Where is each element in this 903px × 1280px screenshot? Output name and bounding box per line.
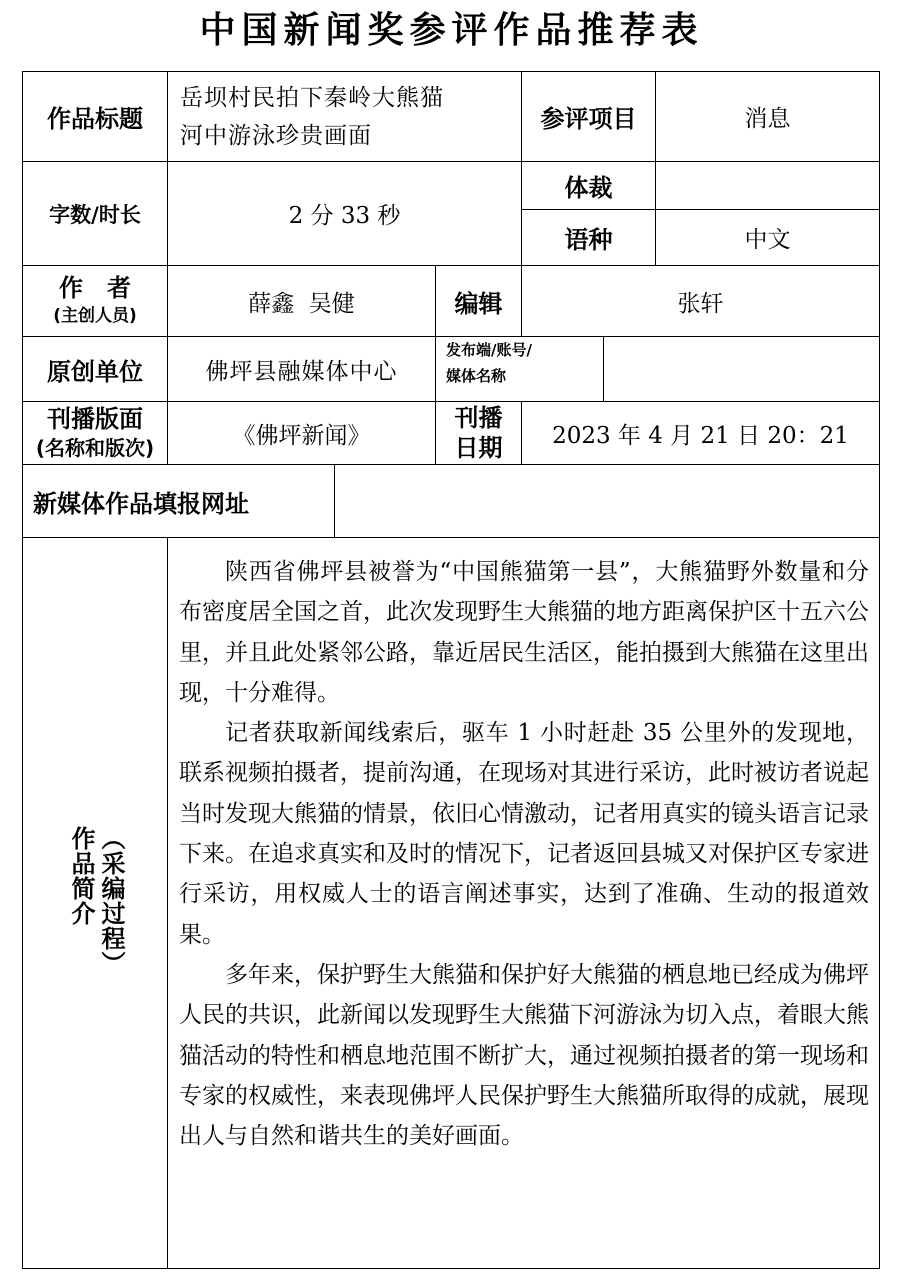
publish-label-line-1: 发布端/账号/ [446,341,532,359]
work-title-value [168,72,521,161]
editor-label: 编辑 [454,289,503,318]
publish-label-line-2: 媒体名称 [446,367,507,385]
unit-value: 佛坪县融媒体中心 [205,358,398,385]
length-value: 2 分 33 秒 [288,203,401,229]
unit-label: 原创单位 [47,357,143,386]
author-label-sub: (主创人员) [53,306,137,326]
language-value: 中文 [744,227,791,253]
publish-value [604,337,879,401]
intro-paragraph: 陕西省佛坪县被誉为“中国熊猫第一县”，大熊猫野外数量和分布密度居全国之首，此次发现野生大熊猫的地方距离保护区十五六公里，并且此处紧邻公路，靠近居民生活区，能拍摄到大熊猫在这里出现，十分难得。 [179,559,869,706]
editor-value: 张轩 [677,290,724,317]
category-value: 消息 [744,106,791,132]
language-label: 语种 [564,226,613,254]
page-title: 中国新闻奖参评作品推荐表 [199,9,704,51]
url-label: 新媒体作品填报网址 [33,489,249,518]
author-label [23,266,167,336]
work-title-label: 作品标题 [47,105,143,133]
date-label-line-1: 刊播 [454,404,503,432]
genre-label: 体裁 [564,174,613,202]
category-label: 参评项目 [540,105,637,133]
broadcast-value: 《佛坪新闻》 [232,422,371,449]
row-divider [22,537,880,538]
table-border-right [879,71,880,1269]
genre-value [656,162,879,209]
url-value [335,465,879,537]
author-label-main: 作 者 [59,274,131,302]
broadcast-label [23,402,167,464]
intro-label-col-1: 作品简介 [67,826,95,926]
intro-paragraph: 记者获取新闻线索后，驱车 1 小时赶赴 35 公里外的发现地，联系视频拍摄者，提前沟通，在现场对其进行采访，此时被访者说起当时发现大熊猫的情景，依旧心情激动，记者用真实的镜头语言记录下来。在追求真实和及时的情况下，记者返回县城又对保护区专家进行采访，用权威人士的语言阐述事实，达到了准确、生动的报道效果。 [179,720,869,948]
author-value: 薛鑫 吴健 [248,290,355,317]
col-divider [167,537,168,1268]
work-title-line-1: 岳坝村民拍下秦岭大熊猫 [180,84,444,111]
date-label-line-2: 日期 [454,434,503,462]
broadcast-label-line-2: (名称和版次) [35,436,155,460]
publish-label [436,337,603,401]
work-title-line-2: 河中游泳珍贵画面 [180,122,372,149]
intro-paragraph: 多年来，保护野生大熊猫和保护好大熊猫的栖息地已经成为佛坪人民的共识，此新闻以发现野生大熊猫下河游泳为切入点，着眼大熊猫活动的特性和栖息地范围不断扩大，通过视频拍摄者的第一现场和专家的权威性，来表现佛坪人民保护野生大熊猫所取得的成就，展现出人与自然和谐共生的美好画面。 [179,961,869,1150]
length-label: 字数/时长 [49,202,141,227]
intro-label-col-2: （采编过程） [97,826,125,976]
date-label [436,402,521,464]
table-border-bottom [22,1268,880,1269]
date-value: 2023 年 4 月 21 日 20：21 [552,422,849,449]
intro-text [179,552,869,1156]
broadcast-label-line-1: 刊播版面 [47,405,143,433]
intro-label [64,826,128,986]
